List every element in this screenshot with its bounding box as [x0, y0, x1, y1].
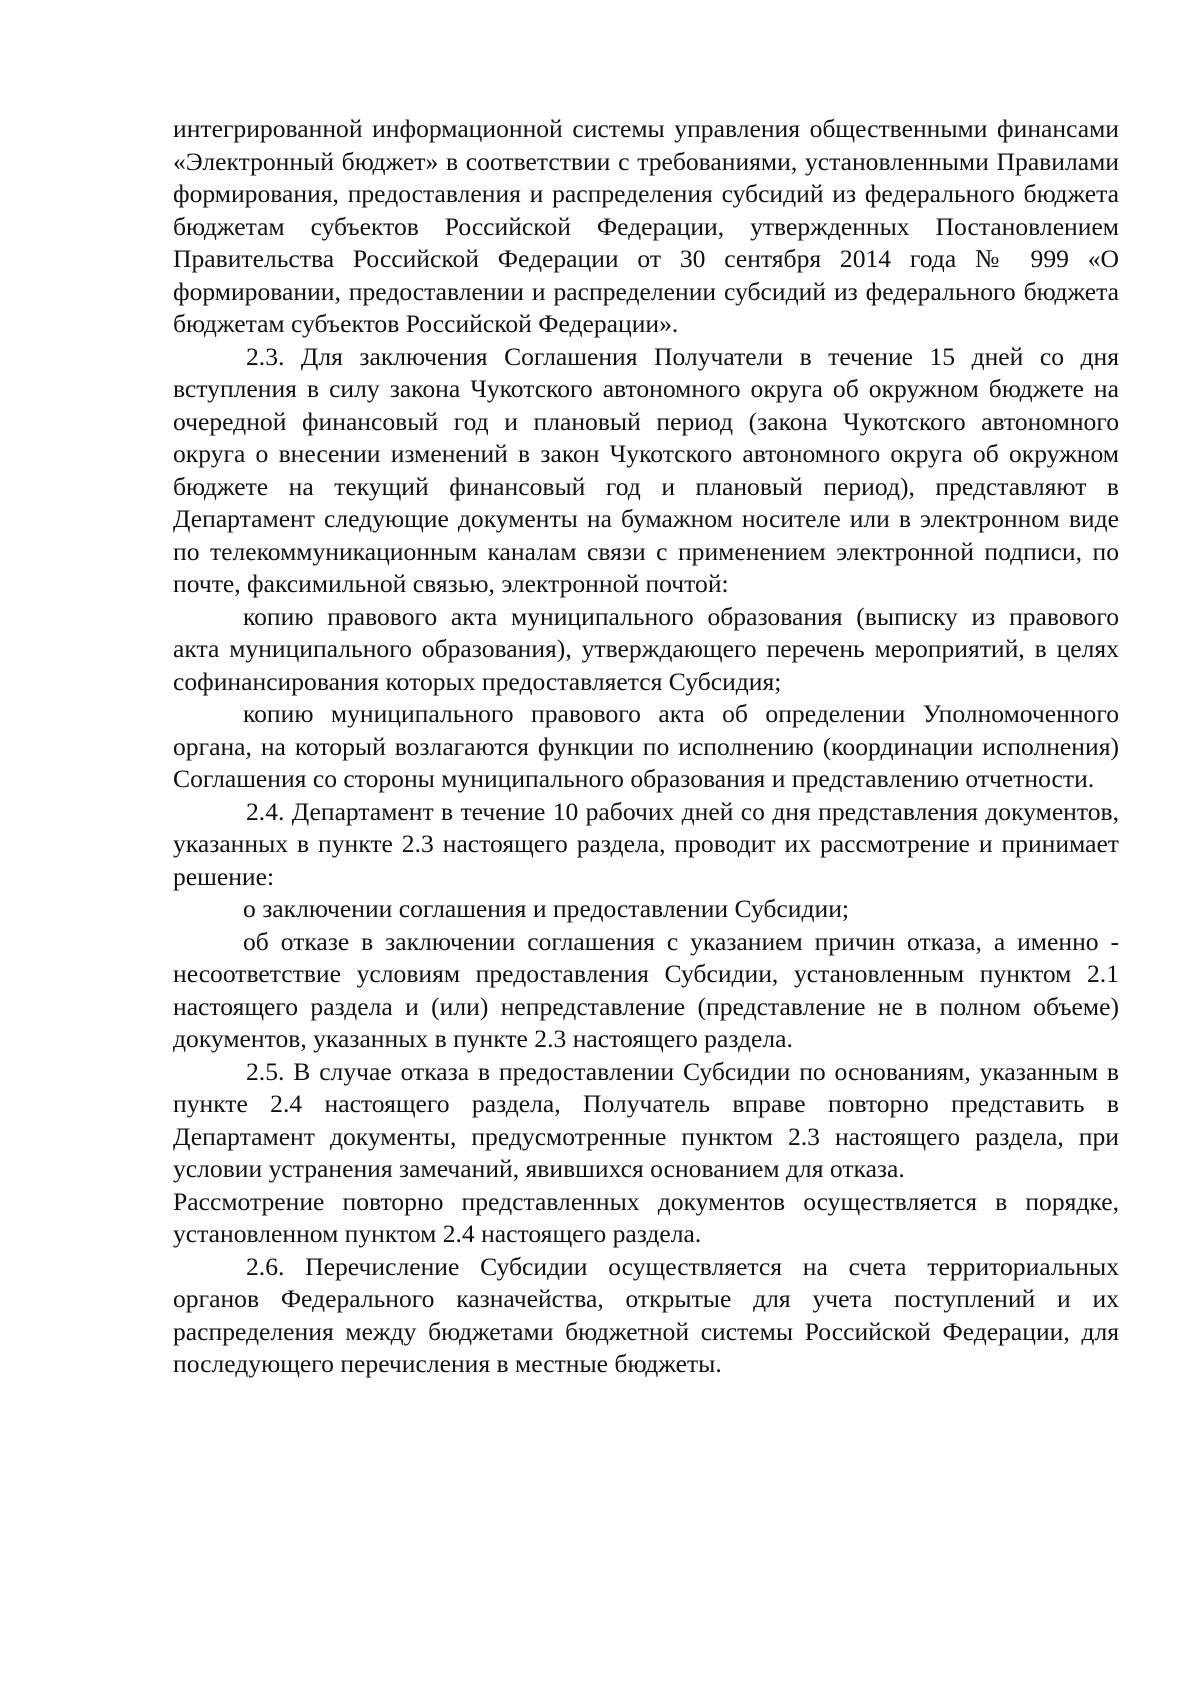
paragraph-clause-2-3-item-1: копию правового акта муниципального образования (выписку из правового акта муниципального образования), утверждающего перечень мероприятий, в целях софинансирования которых предоставляется Субсидия; — [173, 601, 1119, 696]
paragraph-clause-2-4-item-2: об отказе в заключении соглашения с указанием причин отказа, а именно - несоответствие условиям предоставления Субсидии, установленным пунктом 2.1 настоящего раздела и (или) непредставление (представление не в полном объеме) документов, указанных в пункте 2.3 настоящего раздела. — [173, 926, 1119, 1053]
paragraph-clause-2-4-item-1: о заключении соглашения и предоставлении Субсидии; — [243, 894, 850, 923]
paragraph-clause-2-5: 2.5. В случае отказа в предоставлении Субсидии по основаниям, указанным в пункте 2.4 настоящего раздела, Получатель вправе повторно представить в Департамент документы, предусмотренные пунктом 2.3 настоящего раздела, при условии устранения замечаний, явившихся основанием для отказа. — [173, 1056, 1119, 1183]
paragraph-clause-2-3-item-2: копию муниципального правового акта об определении Уполномоченного органа, на который возлагаются функции по исполнению (координации исполнения) Соглашения со стороны муниципального образования и представлению отчетности. — [173, 699, 1119, 793]
paragraph-clause-2-4: 2.4. Департамент в течение 10 рабочих дней со дня представления документов, указанных в пункте 2.3 настоящего раздела, проводит их рассмотрение и принимает решение: — [173, 796, 1119, 891]
paragraph-clause-2-6: 2.6. Перечисление Субсидии осуществляется на счета территориальных органов Федерального казначейства, открытые для учета поступлений и их распределения между бюджетами бюджетной системы Российской Федерации, для последующего перечисления в местные бюджеты. — [173, 1251, 1119, 1378]
paragraph-intro-continuation: интегрированной информационной системы управления общественными финансами «Электронный бюджет» в соответствии с требованиями, установленными Правилами формирования, предоставления и распределения субсидий из федерального бюджета бюджетам субъектов Российской Федерации, утвержденных Постановлением Правительства Российской Федерации от 30 сентября 2014 года № 999 «О формировании, предоставлении и распределении субсидий из федерального бюджета бюджетам субъектов Российской Федерации». — [173, 114, 1119, 338]
paragraph-clause-2-3: 2.3. Для заключения Соглашения Получатели в течение 15 дней со дня вступления в силу закона Чукотского автономного округа об окружном бюджете на очередной финансовый год и плановый период (закона Чукотского автономного округа о внесении изменений в закон Чукотского автономного округа об окружном бюджете на текущий финансовый год и плановый период), представляют в Департамент следующие документы на бумажном носителе или в электронном виде по телекоммуникационным каналам связи с применением электронной подписи, по почте, факсимильной связью, электронной почтой: — [173, 341, 1119, 598]
paragraph-clause-2-5-continuation: Рассмотрение повторно представленных документов осуществляется в порядке, установленном пунктом 2.4 настоящего раздела. — [173, 1186, 1119, 1248]
document-body — [173, 113, 1119, 1381]
